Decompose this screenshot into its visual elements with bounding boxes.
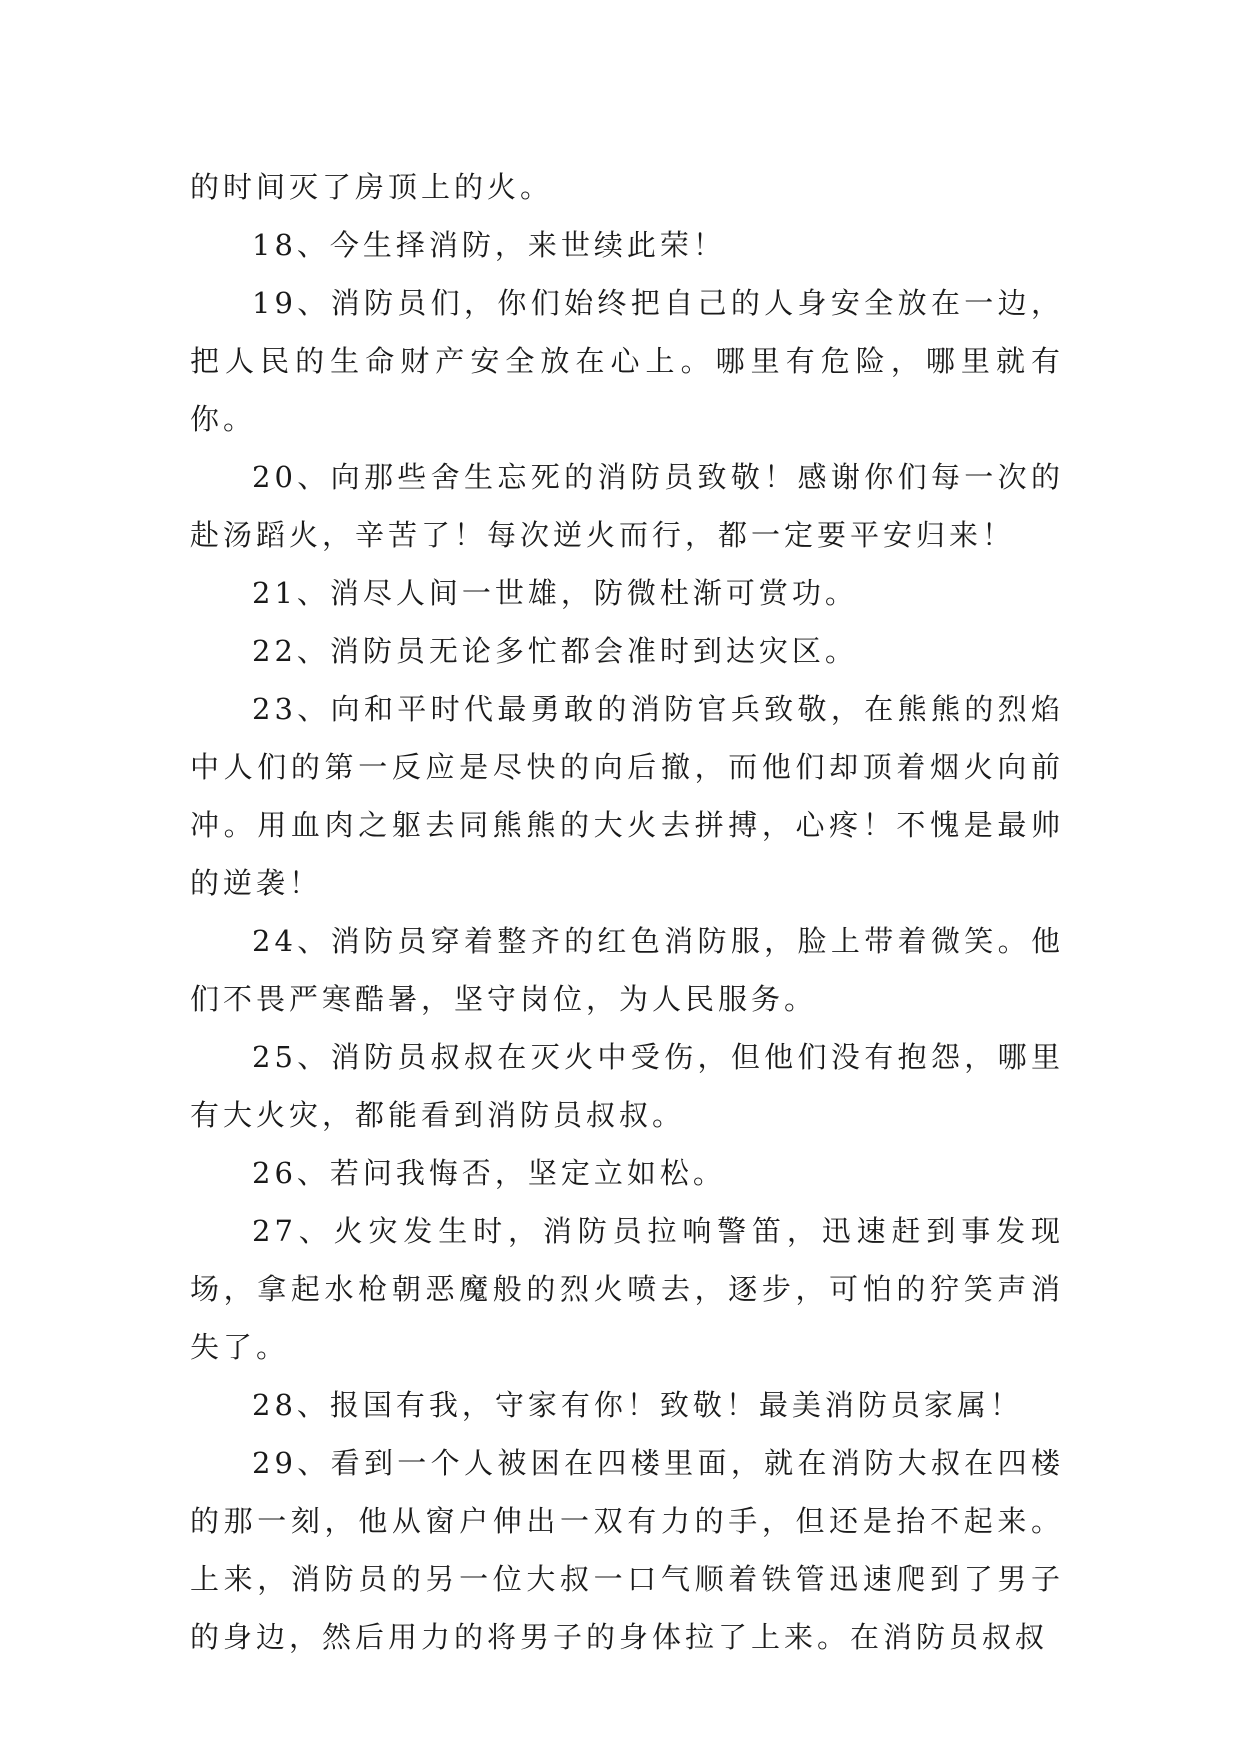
paragraph-item-21: 21、消尽人间一世雄，防微杜渐可赏功。 <box>252 576 858 610</box>
paragraph-item-23: 23、向和平时代最勇敢的消防官兵致敬，在熊熊的烈焰中人们的第一反应是尽快的向后撤，而他们却顶着烟火向前冲。用血肉之躯去同熊熊的大火去拼搏，心疼！不愧是最帅的逆袭！ <box>190 692 1064 900</box>
paragraph-item-18: 18、今生择消防，来世续此荣！ <box>252 228 726 262</box>
paragraph-item-25: 25、消防员叔叔在灭火中受伤，但他们没有抱怨，哪里有大火灾，都能看到消防员叔叔。 <box>190 1040 1064 1132</box>
paragraph-item-28: 28、报国有我，守家有你！致敬！最美消防员家属！ <box>252 1388 1023 1422</box>
paragraph-item-22: 22、消防员无论多忙都会准时到达灾区。 <box>252 634 858 668</box>
paragraph-item-19: 19、消防员们，你们始终把自己的人身安全放在一边，把人民的生命财产安全放在心上。哪里有危险，哪里就有你。 <box>190 286 1064 436</box>
document-body <box>190 158 1064 1666</box>
paragraph-item-20: 20、向那些舍生忘死的消防员致敬！感谢你们每一次的赴汤蹈火，辛苦了！每次逆火而行，都一定要平安归来！ <box>190 460 1064 552</box>
paragraph-continuation: 的时间灭了房顶上的火。 <box>190 170 554 204</box>
paragraph-item-24: 24、消防员穿着整齐的红色消防服，脸上带着微笑。他们不畏严寒酷暑，坚守岗位，为人民服务。 <box>190 924 1064 1016</box>
paragraph-item-26: 26、若问我悔否，坚定立如松。 <box>252 1156 726 1190</box>
paragraph-item-27: 27、火灾发生时，消防员拉响警笛，迅速赶到事发现场，拿起水枪朝恶魔般的烈火喷去，逐步，可怕的狞笑声消失了。 <box>190 1214 1064 1364</box>
paragraph-item-29: 29、看到一个人被困在四楼里面，就在消防大叔在四楼的那一刻，他从窗户伸出一双有力的手，但还是抬不起来。上来，消防员的另一位大叔一口气顺着铁管迅速爬到了男子的身边，然后用力的将男子的身体拉了上来。在消防员叔叔 <box>190 1446 1064 1654</box>
